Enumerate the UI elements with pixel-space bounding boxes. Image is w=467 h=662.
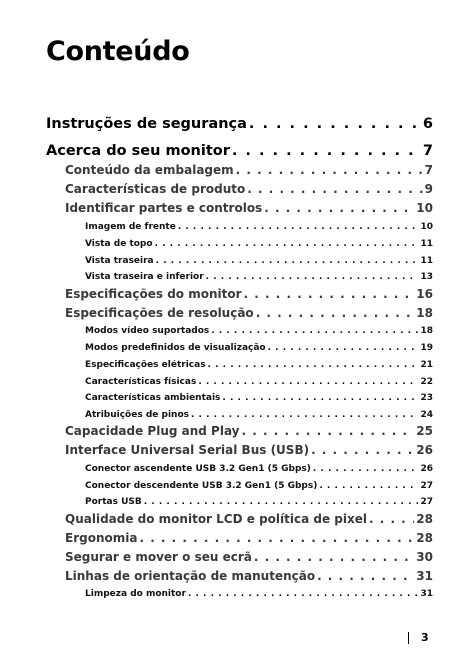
toc-entry-electrical-specs[interactable]	[85, 360, 433, 370]
toc-label: Linhas de orientação de manutenção	[65, 569, 316, 583]
toc-page-number: 27	[420, 497, 433, 507]
toc-page-number: 30	[416, 550, 433, 564]
toc-entry-preset-modes[interactable]	[85, 343, 433, 353]
dot-leader	[222, 393, 418, 403]
toc-label: Atribuições de pinos	[85, 410, 189, 420]
toc-label: Imagem de frente	[85, 222, 176, 232]
toc-label: Características ambientais	[85, 393, 221, 403]
toc-label: Conector ascendente USB 3.2 Gen1 (5 Gbps)	[85, 464, 311, 474]
toc-label: Conteúdo da embalagem	[65, 163, 234, 177]
dot-leader	[313, 464, 419, 474]
dot-leader	[232, 143, 421, 159]
toc-label: Acerca do seu monitor	[46, 143, 230, 159]
dot-leader	[208, 360, 419, 370]
dot-leader	[206, 272, 419, 282]
toc-page-number: 23	[420, 393, 433, 403]
page-number: 3	[421, 631, 429, 644]
toc-page-number: 11	[420, 256, 433, 266]
toc-entry-back-view[interactable]	[85, 256, 433, 266]
dot-leader	[211, 326, 418, 336]
dot-leader	[236, 163, 423, 177]
footer-divider	[408, 632, 409, 644]
dot-leader	[191, 410, 418, 420]
toc-entry-front-view[interactable]	[85, 222, 433, 232]
dot-leader	[139, 531, 414, 545]
toc-label: Modos predefinidos de visualização	[85, 343, 266, 353]
dot-leader	[254, 550, 414, 564]
toc-entry-usb-ports[interactable]	[85, 497, 433, 507]
dot-leader	[264, 201, 414, 215]
toc-page-number: 6	[422, 116, 433, 132]
page-title: Conteúdo	[46, 36, 190, 67]
toc-page-number: 10	[420, 222, 433, 232]
toc-page-number: 18	[420, 326, 433, 336]
toc-label: Qualidade do monitor LCD e política de pixel	[65, 512, 367, 526]
dot-leader	[188, 589, 419, 599]
dot-leader	[155, 239, 419, 249]
toc-page-number: 7	[422, 143, 433, 159]
toc-entry-usb-upstream[interactable]	[85, 464, 433, 474]
toc-label: Segurar e mover o seu ecrã	[65, 550, 252, 564]
toc-page-number: 31	[420, 589, 433, 599]
toc-page-number: 26	[420, 464, 433, 474]
toc-label: Instruções de segurança	[46, 116, 247, 132]
dot-leader	[144, 497, 419, 507]
toc-entry-cleaning-monitor[interactable]	[85, 589, 433, 599]
toc-entry-monitor-specs[interactable]	[65, 287, 433, 301]
toc-entry-pin-assignments[interactable]	[85, 410, 433, 420]
toc-entry-plug-and-play[interactable]	[65, 424, 433, 438]
toc-entry-maintenance-guidelines[interactable]	[65, 569, 433, 583]
toc-entry-ergonomics[interactable]	[65, 531, 433, 545]
toc-page-number: 10	[416, 201, 433, 215]
toc-page-number: 28	[416, 512, 433, 526]
toc-label: Ergonomia	[65, 531, 138, 545]
toc-page-number: 21	[420, 360, 433, 370]
dot-leader	[247, 182, 422, 196]
toc-entry-lcd-quality[interactable]	[65, 512, 433, 526]
dot-leader	[317, 569, 414, 583]
toc-entry-resolution-specs[interactable]	[65, 306, 433, 320]
toc-label: Portas USB	[85, 497, 142, 507]
dot-leader	[369, 512, 414, 526]
toc-entry-usb-interface[interactable]	[65, 443, 433, 457]
toc-label: Especificações do monitor	[65, 287, 242, 301]
toc-label: Identificar partes e controlos	[65, 201, 263, 215]
toc-page-number: 13	[420, 272, 433, 282]
dot-leader	[256, 306, 415, 320]
toc-entry-safety[interactable]	[46, 116, 433, 132]
toc-entry-product-features[interactable]	[65, 182, 433, 196]
dot-leader	[242, 424, 415, 438]
toc-entry-about-monitor[interactable]	[46, 143, 433, 159]
toc-entry-handling-screen[interactable]	[65, 550, 433, 564]
toc-page-number: 27	[420, 481, 433, 491]
dot-leader	[156, 256, 419, 266]
toc-entry-physical-characteristics[interactable]	[85, 377, 433, 387]
dot-leader	[268, 343, 419, 353]
dot-leader	[319, 481, 418, 491]
toc-page-number: 26	[416, 443, 433, 457]
dot-leader	[311, 443, 414, 457]
toc-label: Limpeza do monitor	[85, 589, 186, 599]
toc-page-number: 22	[420, 377, 433, 387]
toc-entry-package-contents[interactable]	[65, 163, 433, 177]
toc-label: Modos vídeo suportados	[85, 326, 210, 336]
toc-page-number: 24	[420, 410, 433, 420]
dot-leader	[244, 287, 415, 301]
toc-label: Vista traseira	[85, 256, 154, 266]
toc-label: Especificações de resolução	[65, 306, 254, 320]
toc-page-number: 19	[420, 343, 433, 353]
dot-leader	[178, 222, 419, 232]
dot-leader	[249, 116, 421, 132]
toc-page-number: 31	[416, 569, 433, 583]
toc-page-number: 7	[424, 163, 433, 177]
page-footer	[408, 631, 429, 644]
toc-page-number: 16	[416, 287, 433, 301]
toc-entry-video-modes[interactable]	[85, 326, 433, 336]
toc-label: Vista de topo	[85, 239, 153, 249]
toc-page-number: 9	[424, 182, 433, 196]
toc-page-number: 28	[416, 531, 433, 545]
toc-label: Características de produto	[65, 182, 246, 196]
toc-label: Conector descendente USB 3.2 Gen1 (5 Gbps)	[85, 481, 318, 491]
toc-entry-back-bottom-view[interactable]	[85, 272, 433, 282]
toc-entry-identify-parts[interactable]	[65, 201, 433, 215]
dot-leader	[198, 377, 418, 387]
toc-label: Características físicas	[85, 377, 197, 387]
toc-label: Especificações elétricas	[85, 360, 206, 370]
toc-page-number: 25	[416, 424, 433, 438]
toc-label: Capacidade Plug and Play	[65, 424, 240, 438]
toc-page-number: 11	[420, 239, 433, 249]
toc-entry-top-view[interactable]	[85, 239, 433, 249]
toc-label: Vista traseira e inferior	[85, 272, 204, 282]
toc-page-number: 18	[416, 306, 433, 320]
toc-entry-environmental-characteristics[interactable]	[85, 393, 433, 403]
toc-label: Interface Universal Serial Bus (USB)	[65, 443, 310, 457]
toc-entry-usb-downstream[interactable]	[85, 481, 433, 491]
